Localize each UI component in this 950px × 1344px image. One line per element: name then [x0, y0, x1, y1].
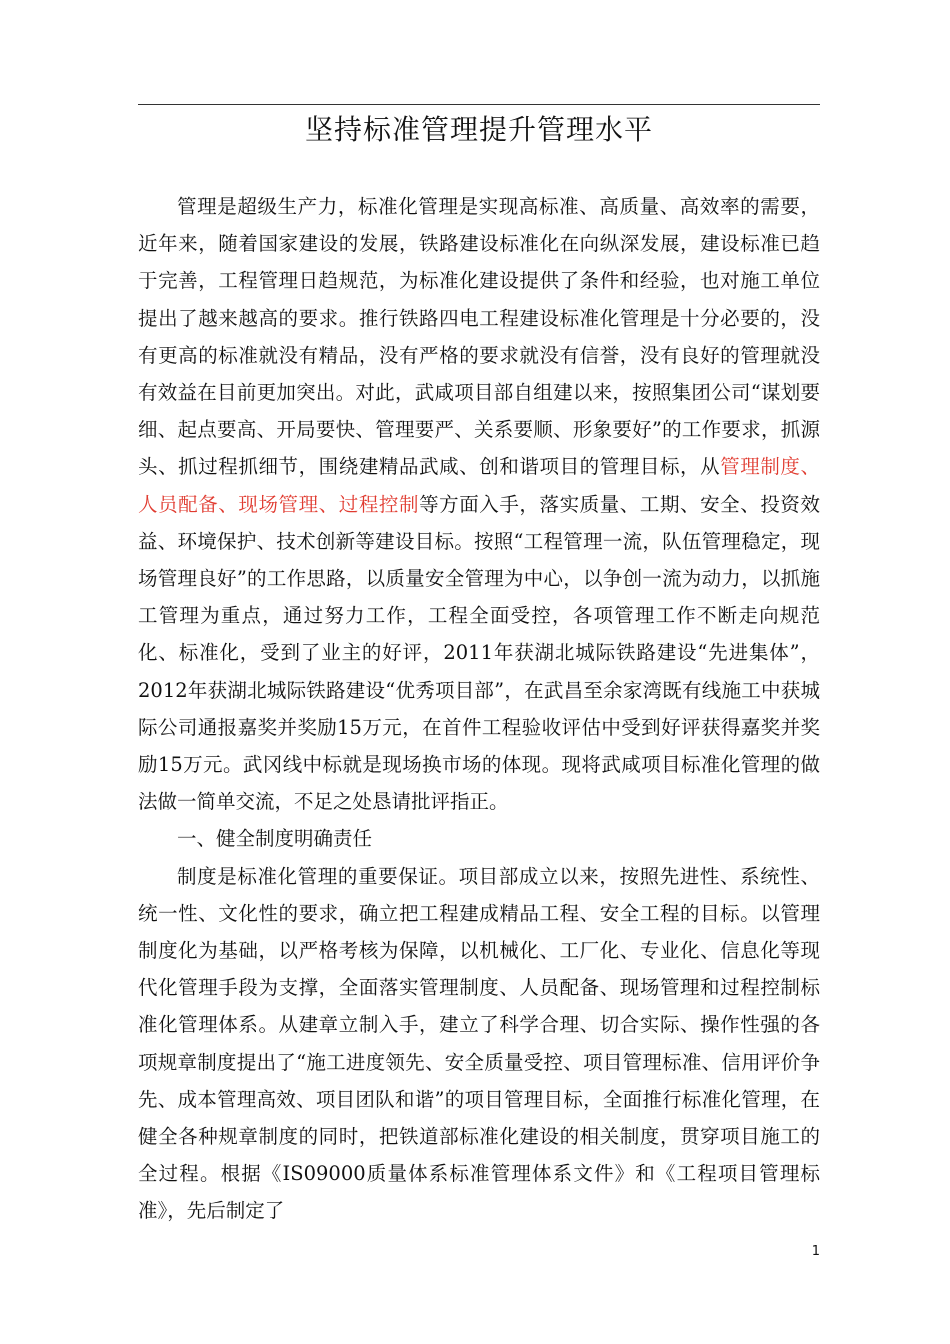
intro-text-part1: 管理是超级生产力，标准化管理是实现高标准、高质量、高效率的需要，近年来，随着国家建设的发展，铁路建设标准化在向纵深发展，建设标准已趋于完善，工程管理日趋规范，为标准化建设提供了条件和经验，也对施工单位提出了越来越高的要求。推行铁路四电工程建设标准化管理是十分必要的，没有更高的标准就没有精品，没有严格的要求就没有信誉，没有良好的管理就没有效益在目前更加突出。对此，武咸项目部自组建以来，按照集团公司“谋划要细、起点要高、开局要快、管理要严、关系要顺、形象要好”的工作要求，抓源头、抓过程抓细节，围绕建精品武咸、创和谐项目的管理目标，从 [138, 195, 820, 479]
document-body [138, 188, 820, 1230]
intro-paragraph [138, 188, 820, 820]
header-rule [138, 104, 820, 105]
section-paragraph: 制度是标准化管理的重要保证。项目部成立以来，按照先进性、系统性、统一性、文化性的要求，确立把工程建成精品工程、安全工程的目标。以管理制度化为基础，以严格考核为保障，以机械化、工厂化、专业化、信息化等现代化管理手段为支撑，全面落实管理制度、人员配备、现场管理和过程控制标准化管理体系。从建章立制入手，建立了科学合理、切合实际、操作性强的各项规章制度提出了“施工进度领先、安全质量受控、项目管理标准、信用评价争先、成本管理高效、项目团队和谐”的项目管理目标，全面推行标准化管理，在健全各种规章制度的同时，把铁道部标准化建设的相关制度，贯穿项目施工的全过程。根据《IS09000质量体系标准管理体系文件》和《工程项目管理标准》，先后制定了 [138, 864, 820, 1223]
page-number: 1 [811, 1244, 820, 1259]
document-title: 坚持标准管理提升管理水平 [304, 113, 653, 146]
intro-text-part2: 等方面入手，落实质量、工期、安全、投资效益、环境保护、技术创新等建设目标。按照“工程管理一流，队伍管理稳定，现场管理良好”的工作思路，以质量安全管理为中心，以争创一流为动力，以抓施工管理为重点，通过努力工作，工程全面受控，各项管理工作不断走向规范化、标准化，受到了业主的好评，2011年获湖北城际铁路建设“先进集体”，2012年获湖北城际铁路建设“优秀项目部”，在武昌至余家湾既有线施工中获城际公司通报嘉奖并奖励15万元，在首件工程验收评估中受到好评获得嘉奖并奖励15万元。武冈线中标就是现场换市场的体现。现将武咸项目标准化管理的做法做一简单交流，不足之处恳请批评指正。 [138, 492, 820, 814]
section-heading: 一、健全制度明确责任 [177, 827, 373, 851]
intro-highlight-text: 管理制度、人员配备、现场管理、过程控制 [138, 455, 820, 516]
